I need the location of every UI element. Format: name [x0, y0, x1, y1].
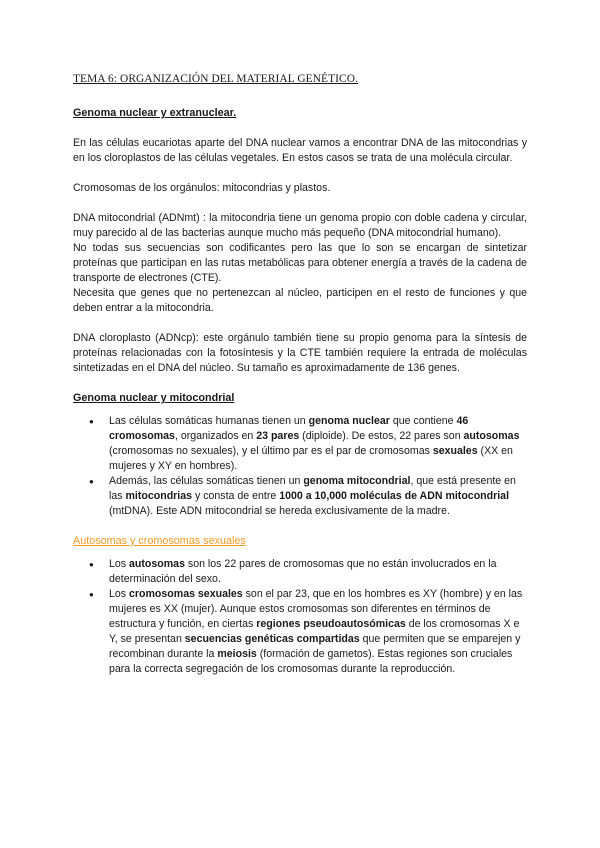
list-item: ● Las células somáticas humanas tienen un genoma nuclear que contiene 46 cromosomas, organizados en 23 pares (diploide). De estos, 22 pares son autosomas (cromosomas no sexuales), y el último par es el par de cromosomas sexuales (XX en mujeres y XY en hombres). — [107, 414, 527, 474]
paragraph-secuencias: No todas sus secuencias son codificantes pero las que lo son se encargan de sintetizar proteínas que participan en las rutas metabólicas para obtener energía a través de la cadena de transporte de electrones (CTE). — [73, 242, 527, 284]
list-item: ● Además, las células somáticas tienen un genoma mitocondrial, que está presente en las mitocondrias y consta de entre 1000 a 10,000 moléculas de ADN mitocondrial (mtDNA). Este ADN mitocondrial se hereda exclusivamente de la madre. — [107, 474, 527, 519]
list-autosomas — [73, 557, 527, 677]
paragraph-genes-nucleo: Necesita que genes que no pertenezcan al núcleo, participen en el resto de funciones y que deben entrar a la mitocondria. — [73, 287, 527, 314]
paragraph-organulos: Cromosomas de los orgánulos: mitocondrias y plastos. — [73, 182, 331, 194]
list-item: ● Los cromosomas sexuales son el par 23, que en los hombres es XY (hombre) y en las mujeres es XX (mujer). Aunque estos cromosomas son diferentes en términos de estructura y función, en ciertas regiones pseudoautosómicas de los cromosomas X e Y, se presentan secuencias genéticas compartidas que permiten que se emparejen y recombinan durante la meiosis (formación de gametos). Estas regiones son cruciales para la correcta segregación de los cromosomas durante la reproducción. — [107, 587, 527, 677]
heading-autosomas: Autosomas y cromosomas sexuales — [73, 535, 246, 547]
list-genoma — [73, 414, 527, 519]
heading-genoma-nuclear-extranuclear: Genoma nuclear y extranuclear. — [73, 107, 237, 119]
list-item: ● Los autosomas son los 22 pares de cromosomas que no están involucrados en la determinación del sexo. — [107, 557, 527, 587]
heading-genoma-nuclear-mitocondrial: Genoma nuclear y mitocondrial — [73, 392, 235, 404]
paragraph-adncp: DNA cloroplasto (ADNcp): este orgánulo también tiene su propio genoma para la síntesis de proteínas relacionadas con la fotosíntesis y la CTE también requiere la entrada de moléculas sintetizadas en el DNA del núcleo. Su tamaño es aproximadamente de 136 genes. — [73, 332, 527, 374]
paragraph-adnmt: DNA mitocondrial (ADNmt) : la mitocondria tiene un genoma propio con doble cadena y circular, muy parecido al de las bacterias aunque mucho más pequeño (DNA mitocondrial humano). — [73, 212, 527, 239]
document-title: TEMA 6: ORGANIZACIÓN DEL MATERIAL GENÉTICO. — [73, 73, 359, 85]
paragraph-intro: En las células eucariotas aparte del DNA nuclear vamos a encontrar DNA de las mitocondrias y en los cloroplastos de las células vegetales. En estos casos se trata de una molécula circular. — [73, 137, 527, 164]
document-page — [73, 72, 527, 677]
